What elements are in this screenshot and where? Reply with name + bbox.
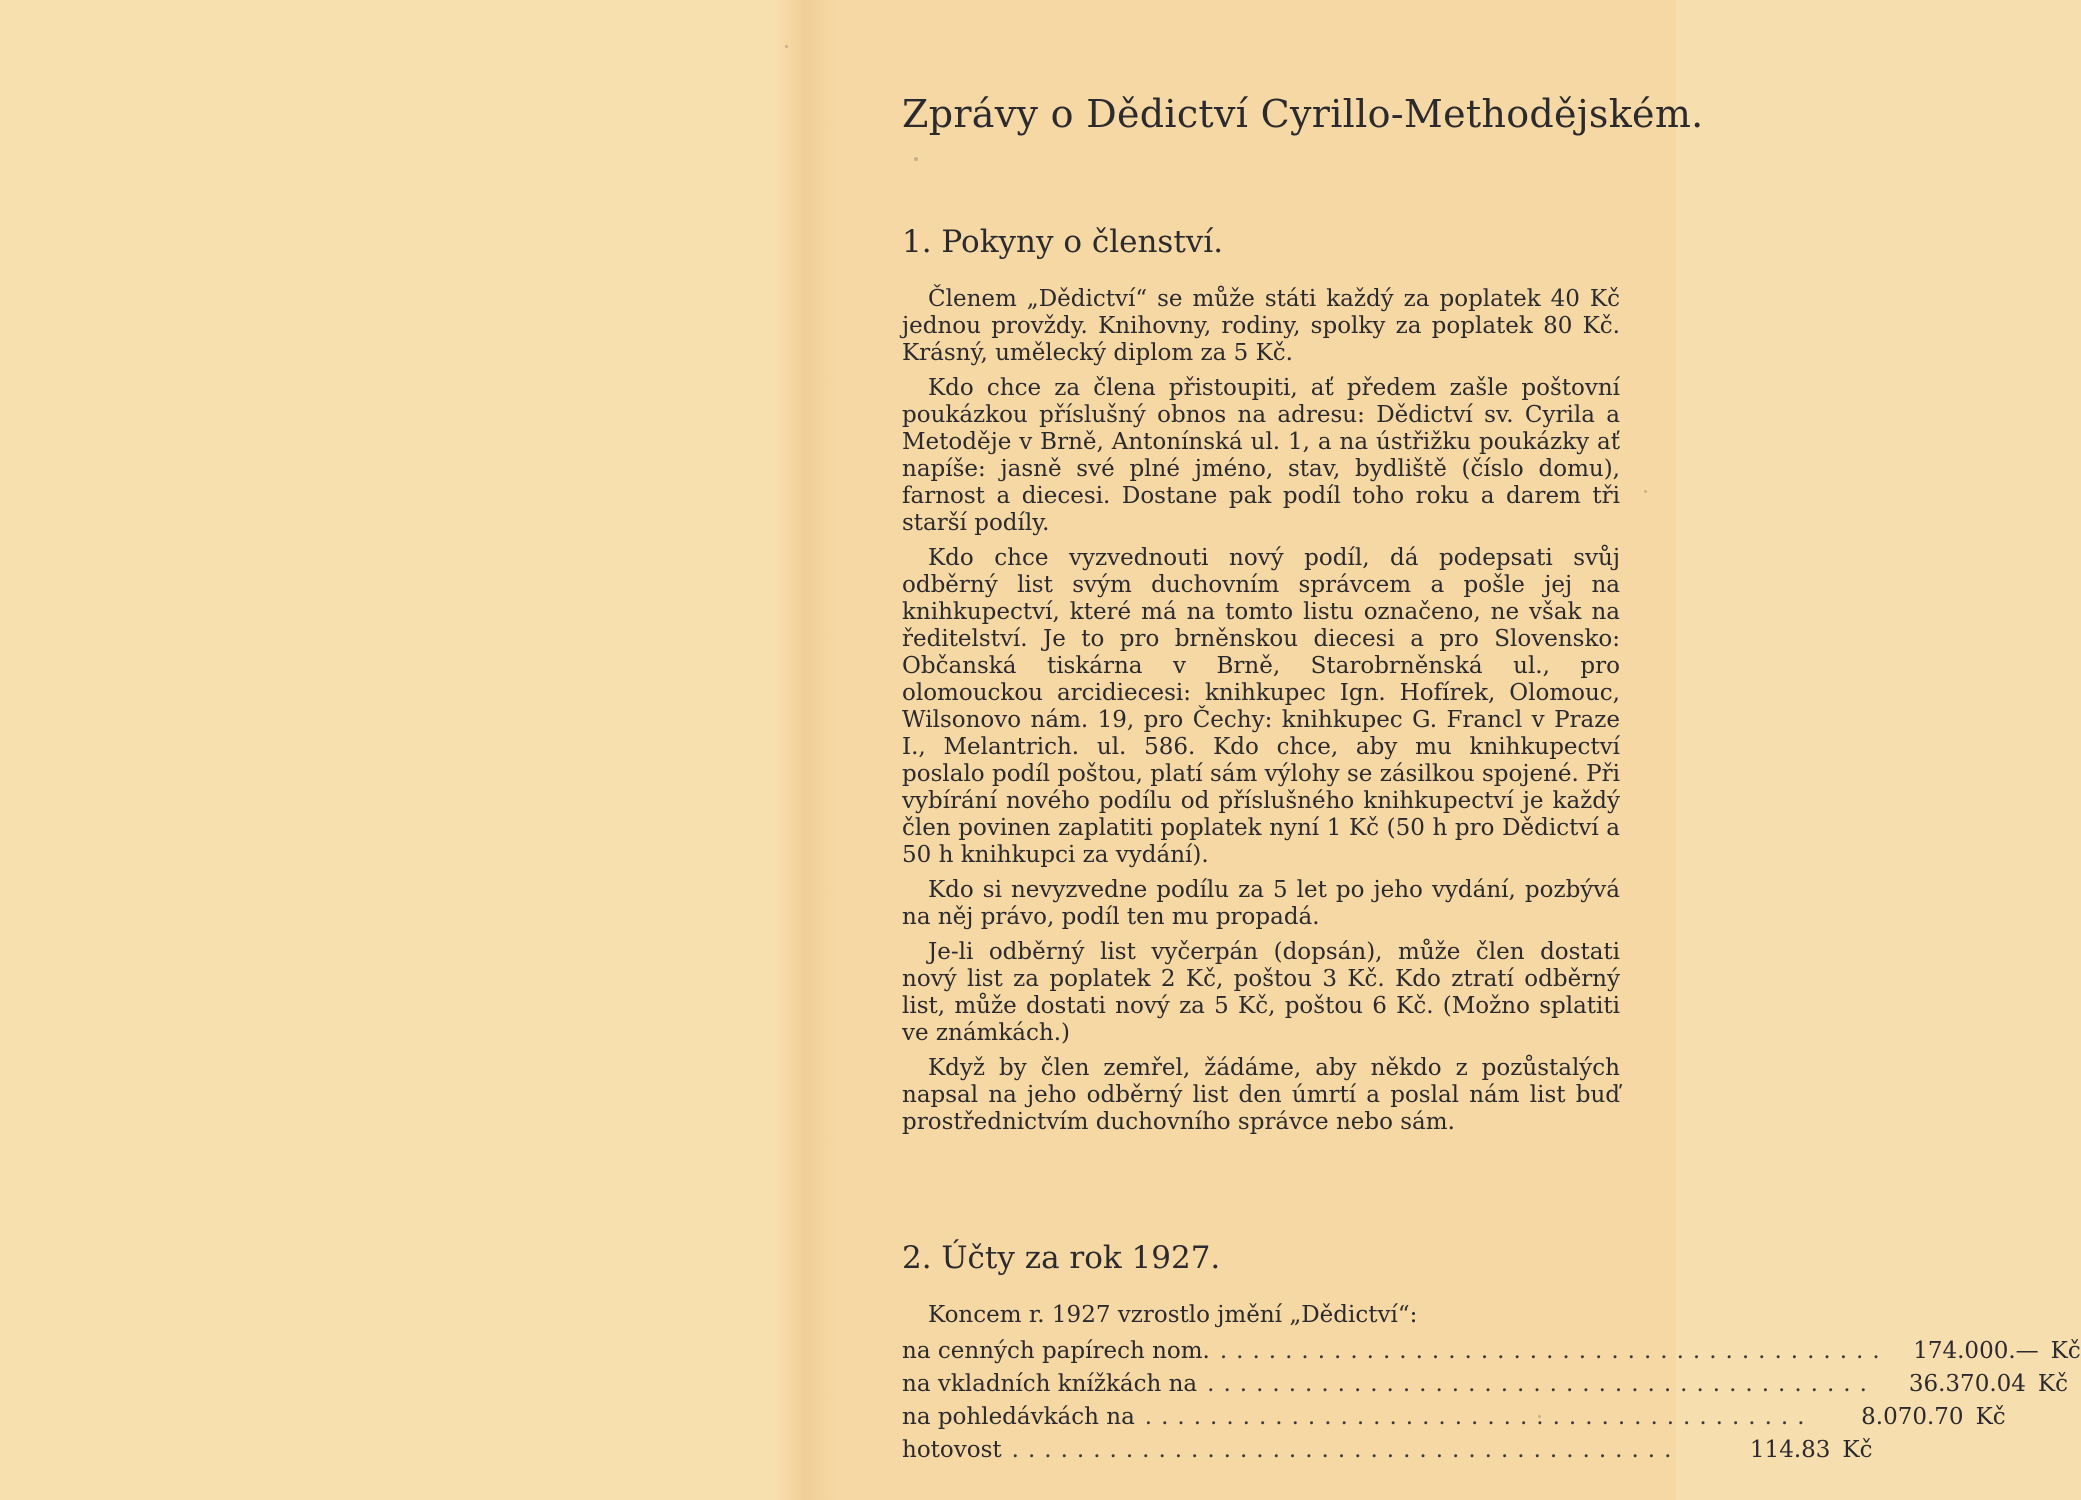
paragraph: Kdo chce za člena přistoupiti, ať předem zašle poštovní poukázkou příslušný obnos na adresu: Dědictví sv. Cyrila a Metoděje v Brně, Antonínská ul. 1, a na ústřižku poukázky ať napíše: jasně své plné jméno, stav, bydliště (číslo domu), farnost a diecesi. Dostane pak podíl toho roku a darem tři starší podíly. <box>902 375 1620 536</box>
account-amount: 8.070.70 <box>1861 1404 1964 1430</box>
paper-speck <box>1644 490 1647 493</box>
section-membership <box>902 224 1620 1136</box>
account-currency: Kč <box>1975 1404 2006 1430</box>
dot-leader: ......................................... <box>1207 1371 1876 1397</box>
accounts-intro: Koncem r. 1927 vzrostlo jmění „Dědictví“: <box>928 1302 1418 1328</box>
account-amount: 36.370.04 <box>1908 1371 2026 1397</box>
account-amount: 114.83 <box>1749 1437 1831 1463</box>
account-row <box>902 1368 2068 1401</box>
book-gutter <box>776 0 840 1500</box>
page-content <box>902 92 2081 1467</box>
account-amount: 174.000.— <box>1913 1338 2039 1364</box>
paragraph: Členem „Dědictví“ se může státi každý za poplatek 40 Kč jednou provždy. Knihovny, rodiny, spolky za poplatek 80 Kč. Krásný, umělecký diplom za 5 Kč. <box>902 286 1620 366</box>
paragraph: Je-li odběrný list vyčerpán (dopsán), může člen dostati nový list za poplatek 2 Kč, poštou 3 Kč. Kdo ztratí odběrný list, může dostati nový za 5 Kč, poštou 6 Kč. (Možno splatiti ve známkách.) <box>902 939 1620 1046</box>
account-label: hotovost <box>902 1437 1002 1463</box>
account-row <box>902 1401 2006 1434</box>
account-currency: Kč <box>2050 1338 2081 1364</box>
paper-speck <box>785 45 788 48</box>
dot-leader: ......................................... <box>1219 1338 1889 1364</box>
paragraph: Když by člen zemřel, žádáme, aby někdo z pozůstalých napsal na jeho odběrný list den úmrtí a poslal nám list buď prostřednictvím duchovního správce nebo sám. <box>902 1055 1620 1135</box>
account-currency: Kč <box>1842 1437 1873 1463</box>
account-row <box>902 1335 2081 1368</box>
page-title: Zprávy o Dědictví Cyrillo-Methodějském. <box>902 92 1704 136</box>
paragraph: Kdo si nevyzvedne podílu za 5 let po jeho vydání, pozbývá na něj právo, podíl ten mu propadá. <box>902 877 1620 930</box>
dot-leader: ......................................... <box>1144 1404 1814 1430</box>
dot-leader: ......................................... <box>1011 1437 1681 1463</box>
account-label: na cenných papírech nom. <box>902 1338 1210 1364</box>
section-heading-accounts: 2. Účty za rok 1927. <box>902 1240 1221 1276</box>
section-heading-membership: 1. Pokyny o členství. <box>902 224 1224 260</box>
left-page <box>0 0 782 1500</box>
account-label: na pohledávkách na <box>902 1404 1135 1430</box>
section-accounts <box>902 1240 2081 1467</box>
accounts-list <box>902 1335 2081 1467</box>
paragraph: Kdo chce vyzvednouti nový podíl, dá podepsati svůj odběrný list svým duchovním správcem a pošle jej na knihkupectví, které má na tomto listu označeno, ne však na ředitelství. Je to pro brněnskou diecesi a pro Slovensko: Občanská tiskárna v Brně, Starobrněnská ul., pro olomouckou arcidiecesi: knihkupec Ign. Hofírek, Olomouc, Wilsonovo nám. 19, pro Čechy: knihkupec G. Francl v Praze I., Melantrich. ul. 586. Kdo chce, aby mu knihkupectví poslalo podíl poštou, platí sám výlohy se zásilkou spojené. Při vybírání nového podílu od příslušného knihkupectví je každý člen povinen zaplatiti poplatek nyní 1 Kč (50 h pro Dědictví a 50 h knihkupci za vydání). <box>902 545 1620 868</box>
account-label: na vkladních knížkách na <box>902 1371 1198 1397</box>
account-currency: Kč <box>2037 1371 2068 1397</box>
account-row <box>902 1434 1873 1467</box>
